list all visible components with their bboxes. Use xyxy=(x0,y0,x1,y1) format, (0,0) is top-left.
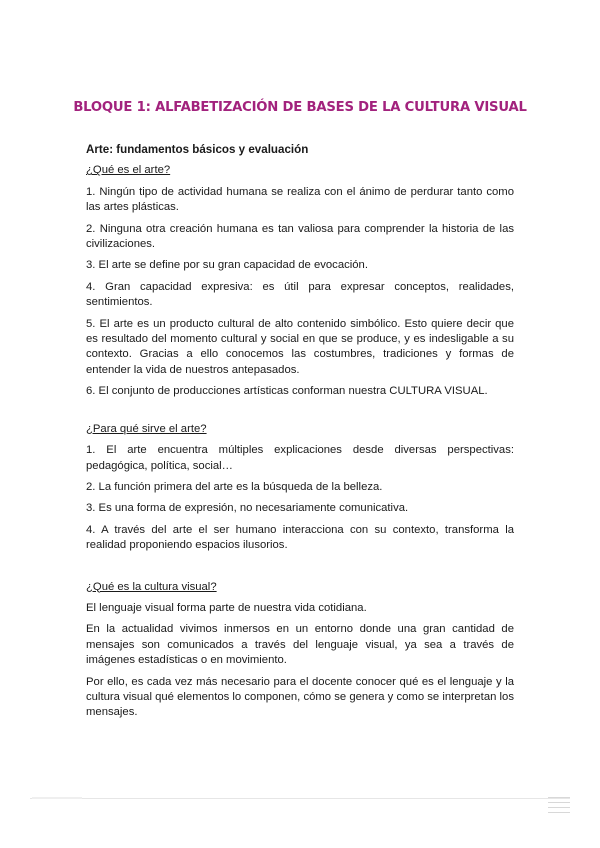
paragraph: 6. El conjunto de producciones artísticas conforman nuestra CULTURA VISUAL. xyxy=(86,385,488,398)
question-heading: ¿Qué es la cultura visual? xyxy=(86,580,217,593)
footer-watermark xyxy=(548,797,570,817)
footer-mark xyxy=(32,797,82,799)
paragraph: En la actualidad vivimos inmersos en un entorno donde una gran cantidad de mensajes son comunicados a través del lenguaje visual, ya sea a través de imágenes estadísticas o en movimiento. xyxy=(86,623,514,667)
paragraph: 1. Ningún tipo de actividad humana se realiza con el ánimo de perdurar tanto como las artes plásticas. xyxy=(86,185,514,214)
document-title: BLOQUE 1: ALFABETIZACIÓN DE BASES DE LA CULTURA VISUAL xyxy=(73,100,527,115)
question-heading: ¿Qué es el arte? xyxy=(86,164,171,177)
section-spacer xyxy=(86,560,514,580)
paragraph: 4. A través del arte el ser humano interacciona con su contexto, transforma la realidad proponiendo espacios ilusorios. xyxy=(86,523,514,552)
paragraph: 5. El arte es un producto cultural de alto contenido simbólico. Esto quiere decir que es resultado del momento cultural y social en que se produce, y es indesligable a su contexto. Gracias a ello conocemos las costumbres, tradiciones y formas de entender la vida de nuestros antepasados. xyxy=(86,317,514,376)
paragraph: 1. El arte encuentra múltiples explicaciones desde diversas perspectivas: pedagógica, política, social… xyxy=(86,444,514,472)
section-spacer xyxy=(86,406,514,422)
paragraph: 2. La función primera del arte es la búsqueda de la belleza. xyxy=(86,480,383,493)
paragraph: 3. El arte se define por su gran capacidad de evocación. xyxy=(86,259,368,272)
paragraph: Por ello, es cada vez más necesario para el docente conocer qué es el lenguaje y la cultura visual qué elementos lo componen, cómo se genera y como se interpretan los mensajes. xyxy=(86,675,514,719)
paragraph: 2. Ninguna otra creación humana es tan valiosa para comprender la historia de las civilizaciones. xyxy=(86,222,514,251)
section-heading: Arte: fundamentos básicos y evaluación xyxy=(86,143,309,156)
question-heading: ¿Para qué sirve el arte? xyxy=(86,422,207,435)
paragraph: 3. Es una forma de expresión, no necesariamente comunicativa. xyxy=(86,502,409,515)
footer-divider xyxy=(30,798,570,799)
paragraph: 4. Gran capacidad expresiva: es útil para expresar conceptos, realidades, sentimientos. xyxy=(86,280,514,309)
document-body xyxy=(86,142,514,727)
paragraph: El lenguaje visual forma parte de nuestra vida cotidiana. xyxy=(86,601,367,614)
